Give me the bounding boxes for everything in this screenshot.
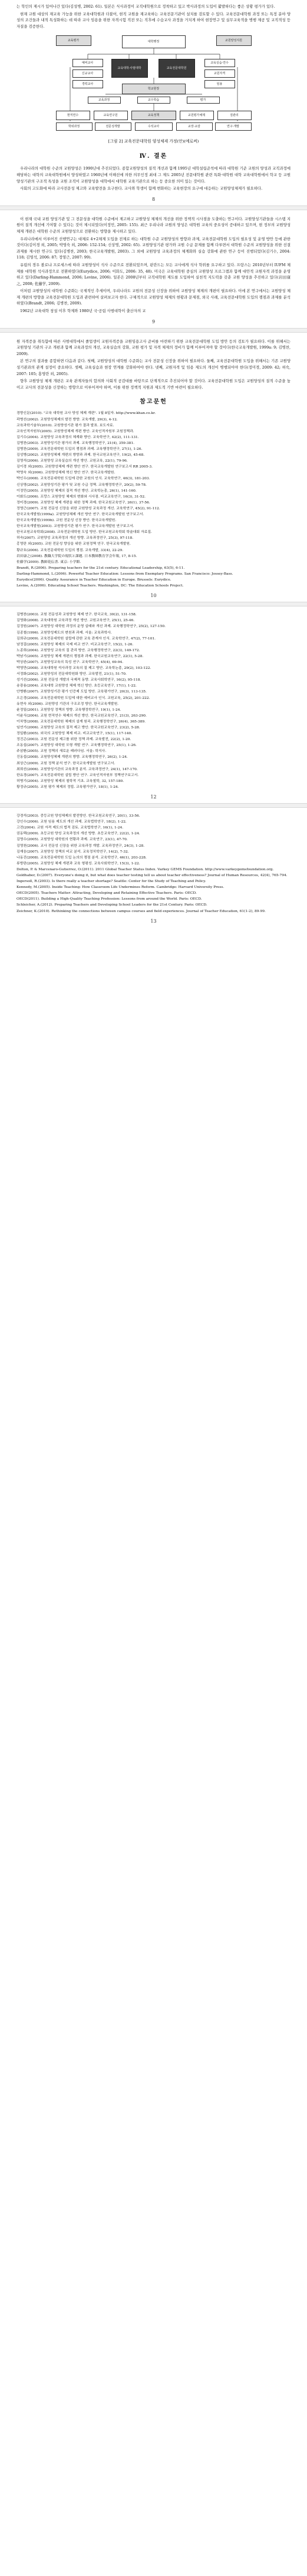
- reference-item: 강경석(2003). 중등교원 양성체제의 발전방안. 한국교원교육연구, 20(1), 33-56.: [16, 814, 140, 818]
- reference-item: OECD(2011). Building a High-Quality Teaching Profession: Lessons from around the World. Paris: OECD.: [16, 897, 202, 901]
- reference-item: 김병찬(2009). 교육전문대학원 도입의 쟁점과 과제. 교육행정학연구, 27(1), 1-26.: [16, 447, 143, 451]
- reference-item: 이차영(2008). 교육전문대학원 체제의 설계 원리. 교육행정학연구, 26(4), 365-389.: [16, 720, 146, 724]
- reference-item: Levine, A.(2006). Educating School Teachers. Washington, DC: The Education Schools Project.: [16, 584, 184, 588]
- reference-item: 김희규(2009). 교육전문대학원 설립에 관한 교육 관계자 인식. 교육학연구, 47(2), 77-101.: [16, 636, 156, 641]
- reference-item: 김영화(2008). 교육대학원 교육과정 개선 방안. 교원교육연구, 25(1), 25-46.: [16, 619, 135, 623]
- node-inservice: 현직연수: [56, 111, 90, 120]
- reference-item: 주삼환(2005). 교원 정책의 새로운 패러다임. 서울: 학지사.: [16, 750, 107, 754]
- page-number: 8: [151, 196, 156, 202]
- body-paragraph: 1962년 교육대학 창설 이후 학제와 1980년 국·공립 사범대학이 출산자의 교: [20, 309, 146, 314]
- reference-item: 조동섭(2007). 교원양성 대학원 모형 개발 연구. 교육행정학연구, 25(1), 1-26.: [16, 744, 137, 748]
- reference-item: Zeichner, K.(2010). Rethinking the connections between campus courses and field experiences. Journal of Teacher Education, 61(1-2), 89-99.: [16, 909, 266, 913]
- reference-item: 박인우(2008). 교육전문대학원 도입에 관한 교원의 인식. 교육학연구, 46(3), 181-203.: [16, 477, 150, 481]
- reference-item: 한국교육개발원(1999b). 교원 전문성 신장 방안. 한국교육개발원.: [16, 519, 117, 523]
- node-bot-4: 교장·교감: [176, 122, 213, 131]
- reference-item: 경향신문(2010). "교육 대학원 교사 양성 체제 개편". 1월 8일자. http://www.khan.co.kr.: [16, 412, 156, 416]
- reference-item: 허병기(2004). 교원양성 체제의 철학적 기초. 교육철학, 32, 157-180.: [16, 779, 124, 783]
- page-number: 13: [150, 918, 157, 924]
- reference-item: 김영석(2006). 교원양성 교육실습의 개선 방안. 교원교육, 22(1), 79-96.: [16, 459, 128, 463]
- page-separator: [0, 205, 307, 210]
- node-teachers-college: 교육대학·사범대학: [111, 59, 148, 78]
- page-separator: [0, 602, 307, 606]
- reference-item: Kennedy, M.(2005). Inside Teaching: How Classroom Life Undermines Reform. Cambridge: Harvard University Press.: [16, 886, 225, 890]
- page-8: [0, 0, 307, 205]
- reference-item: 정일환(2005). 외국의 교원양성 체제 비교. 비교교육연구, 15(1), 117-140.: [16, 732, 133, 736]
- reference-item: 허숙(2007). 교원양성 교육과정의 개선 방향. 교육과정연구, 25(3), 97-118.: [16, 536, 134, 541]
- node-bot-5: 연구·개발: [215, 122, 252, 131]
- node-mid-2: 교수학습: [137, 97, 170, 104]
- reference-item: 정미경(2009). 교원양성 체제 개편을 위한 정책 과제. 한국교원교육연구, 26(1), 37-56.: [16, 500, 150, 505]
- reference-item: 교육과학기술부(2010). 교원양성기관 평가 결과 발표. 보도자료.: [16, 423, 114, 427]
- reference-item: OECD(2005). Teachers Matter: Attracting, Developing and Retaining Effective Teachers. Paris: OECD.: [16, 891, 197, 896]
- body-paragraph: 우리나라에서 이루어진 선행연구는 대체로 4+2체제 도입을 전제로 하는 대학원 수준 교원양성의 방향과 과제, 교육전문대학원 도입의 필요성 및 운영 방안 등에 관한 것이다(김이경 외, 2005; 박영숙 외, 2006: 152-154; 신상명, 2002: 65). 교원양성기관 평가와 교원 수급 문제를 함께 다루면서 대학원 수준의 교원양성을 위한 선결과제를 제시한 연구도 있다(김병찬, 2003; 한국교육개발원, 2003). 그 외에 교원양성 교육과정의 체계화와 실습 강화에 관한 연구 등이 진행되었다(김기수, 2004: 118; 김영석, 2006: 87; 정영근, 2007: 99).: [16, 236, 291, 260]
- reference-item: 김종철(1996). 교원양성제도의 변천과 과제. 서울: 교육과학사.: [16, 631, 112, 635]
- reference-item: Schleicher, A.(2012). Preparing Teachers and Developing School Leaders for the 21st Century. Paris: OECD.: [16, 903, 207, 907]
- reference-item: 서정화(2002). 교원양성의 전문대학원화 방안. 교육발전, 21(1), 51-70.: [16, 672, 127, 677]
- node-bot-2: 전문성개발: [95, 122, 131, 131]
- reference-item: 박영숙 외(2006). 교원양성체제 혁신 방안 연구. 한국교육개발원.: [16, 471, 115, 475]
- reference-item: Dolton, P. & Marcenaro-Gutierrez, O.(2011). 2011 Global Teacher Status Index. Varkey GEMS Foundation. http://www.varkeygemsfoundation.org.: [16, 867, 274, 871]
- page-9: [0, 210, 307, 328]
- node-mid-1: 교육과정: [88, 97, 121, 104]
- page-13: [0, 808, 307, 927]
- reference-item: 나동진(2008). 교육전문대학원 도입 논의의 쟁점 분석. 교육학연구, 46(1), 203-228.: [16, 856, 147, 860]
- node-hire: 임용: [204, 80, 235, 88]
- reference-item: 한국교원교육학회(2008). 교육전문대학원 도입 방안. 한국교원교육학회 학술대회 자료집.: [16, 531, 152, 535]
- reference-item: Ingersoll, R.(2003). Is there really a teacher shortage? Seattle: Center for the Study of Teaching and Policy.: [16, 880, 206, 884]
- reference-item: 이화도(2006). 프랑스 교원양성 체제의 변화와 시사점. 비교교육연구, 16(3), 31-52.: [16, 495, 146, 499]
- reference-item: 한국교육개발원(1999a). 교원양성체제 개선 방안 연구. 한국교육개발원 연구보고서.: [16, 513, 144, 516]
- node-research: 교육연구원: [94, 111, 128, 120]
- node-policy: 교육정책: [131, 111, 176, 120]
- body-paragraph: 향후 교원양성 체제 개편은 교육 관계자들의 합의와 사회적 공감대를 바탕으로 단계적으로 추진되어야 할 것이다. 교육전문대학원 도입은 교원양성의 질적 수준을 높이고 교사의 전문성을 신장하는 방향으로 이루어져야 하며, 이를 위한 정책적 지원과 제도적 기반 마련이 필요하다.: [16, 379, 291, 390]
- reference-item: 김기수(2004). 교원양성 교육과정의 체계화 방안. 교육학연구, 42(2), 111-131.: [16, 435, 139, 439]
- reference-item: 김영천(2006). 교사 전문성 신장을 위한 교육과정 개발. 교육과정연구, 24(3), 1-28.: [16, 844, 145, 848]
- reference-item: Goldhaber, D.(2007). Everyone's doing it, but what does teacher testing tell us about teacher effectiveness? Journal of Human Resources, 42(4), 765-794.: [16, 873, 288, 877]
- node-support: 교원양성지원: [216, 35, 252, 46]
- reference-list: [16, 411, 291, 589]
- reference-item: 김재웅(2007). 교원양성 정책의 비교 분석. 교육정치학연구, 14(2), 7-32.: [16, 850, 129, 854]
- node-univ-eval: 교육평가: [56, 35, 91, 46]
- reference-item: 한국교육개발원(2003). 교원양성기관 평가 연구. 한국교육개발원 연구보고서.: [16, 525, 134, 529]
- body-paragraph: 이처럼 교원양성의 대학원 수준화는 국제적인 추세이며, 우리나라도 교원의 전문성 신장을 위하여 교원양성 체제의 개편이 필요하다. 이에 본 연구에서는 교원양성 체제 개편의 방향을 교육전문대학원 도입과 관련하여 살펴보고자 한다. 구체적으로 교원양성 체제의 현황과 문제점, 외국 사례, 교육전문대학원 도입의 쟁점과 과제를 분석하였다(Brandt, 2006; 김병찬, 2009).: [16, 289, 291, 306]
- node-quality: 질관리: [217, 111, 252, 120]
- reference-item: 신상명(2002). 교원양성기관 평가 및 교원 수급 정책. 교육행정학연구, 20(2), 59-78.: [16, 483, 147, 487]
- reference-item: 최상근(2009). 교원 정책 분석 연구. 한국교육개발원 연구보고서.: [16, 761, 115, 765]
- reference-item: 류방란(2005). 교원양성 체제 개편과 교육 형평성. 교육사회학연구, 15(3), 1-22.: [16, 861, 140, 866]
- node-grad-school: 교육전문대학원: [159, 59, 195, 78]
- reference-item: 김이경 외(2005). 교원양성체제 개편 방안 연구. 한국교육개발원 연구보고서 RR 2005-3.: [16, 465, 153, 469]
- reference-item: 고전(2004). 교원 자격 제도의 법적 검토. 교육법학연구, 16(1), 1-24.: [16, 826, 124, 830]
- reference-item: 김성병(2002). 교원양성체제 개편의 방향과 과제. 한국교원교육연구, 19(2), 45-68.: [16, 453, 145, 457]
- page-number: 9: [151, 319, 156, 324]
- figure-diagram: [52, 33, 255, 134]
- reference-item: Darling-Hammond, L.(2006). Powerful Teacher Education: Lessons from Exemplary Programs. San Francisco: Jossey-Bass.: [16, 572, 233, 576]
- reference-item: 임연기(2006). 교원양성 교육의 질적 제고 방안. 한국교원교육연구, 23(2), 5-28.: [16, 726, 140, 730]
- reference-item: 안병환(2007). 교원양성기관 평가 인증제 도입 방안. 교육평가연구, 20(3), 113-135.: [16, 690, 147, 694]
- reference-item: 박상완(2007). 교원양성교육의 특성 연구. 교육학연구, 45(4), 69-94.: [16, 660, 124, 664]
- reference-item: 佐藤学(2009). 教師花伝書. 東京: 小学館.: [16, 560, 81, 564]
- reference-item: 강인수(2006). 교원 임용 제도의 개선 과제. 교육법학연구, 18(2), 1-22.: [16, 820, 127, 824]
- reference-item: 김병찬(2003). 교원양성기관 평가의 과제. 교육행정학연구, 21(4), 359-381.: [16, 441, 134, 445]
- references-heading: 참고문헌: [140, 399, 167, 406]
- reference-item: 송광용(2004). 교육대학 교원양성 체제 혁신 방안. 초등교육연구, 17(1), 1-22.: [16, 684, 137, 688]
- node-left-3: 경력교사: [72, 80, 103, 88]
- reference-item: Eurydice(2006). Quality Assurance in Teacher Education in Europe. Brussels: Eurydice.: [16, 578, 171, 582]
- body-paragraph: 는 학인의 제시가 있어나간 있다(김성병, 2002: 61). 일본은 식사과정이 교직대학원으로 정착하고 있고 박사과정의 도입이 활발하다는 좋은 상황 평가가 있다.: [16, 4, 275, 9]
- reference-item: 황규호(2006). 교육전문대학원 도입의 쟁점. 교육개발, 33(4), 22-29.: [16, 548, 124, 552]
- reference-item: 유현숙 외(2006). 교원양성 기관의 구조조정 방안. 한국교육개발원.: [16, 702, 119, 706]
- page-separator: [0, 803, 307, 808]
- reference-item: 곽병선(2002). 교원양성체제의 발전 방향. 교육개발, 29(3), 4-12.: [16, 417, 118, 422]
- reference-item: 정영근(2007). 교원 전문성 신장을 위한 교원양성 교육과정 개선. 교육학연구, 45(2), 91-112.: [16, 506, 160, 510]
- reference-item: 岩田康之(2008). 教職大学院の現状と課題. 日本教師教育学会年報, 17, 8-15.: [16, 554, 137, 558]
- node-bot-3: 수석교사: [135, 122, 173, 131]
- reference-item: 이정민(2005). 교원양성 체제의 질적 개선 방안. 교육학논총, 26(1), 141-160.: [16, 489, 137, 493]
- node-left-1: 예비교사: [72, 59, 103, 67]
- reference-item: 박남기(2005). 교원양성 체제 개편의 쟁점과 과제. 한국교원교육연구, 22(1), 5-28.: [16, 654, 144, 658]
- reference-item: 김정원(2007). 교원양성 대학원 과정의 운영 실태와 개선 과제. 교육행정학연구, 25(2), 127-150.: [16, 625, 166, 629]
- body-paragraph: 사회의 고도화에 따라 교사전문성 제고와 교육발전을 요구한다. 교사와 학생이 함께 변화하는 교육현장의 요구에 대응하는 교원양성체제가 필요하다.: [20, 186, 263, 191]
- node-univ-admin: 대학행정: [122, 35, 186, 48]
- reference-item: 한유경(2007). 교육전문대학원 설립 방안 연구. 교육인적자원부 정책연구보고서.: [16, 773, 139, 777]
- body-paragraph: 유럽의 경우 볼로냐 프로세스에 따라 교원양성이 석사 수준으로 전환되었으며, 핀란드는 모든 교사에게 석사 학위를 요구하고 있다. 프랑스는 2010년부터 IUFM 체제를 대학원 석사과정으로 전환하였다(Eurydice, 2006; 이화도, 2006: 35, 48). 미국은 교육대학원 중심의 교원양성 프로그램과 함께 대안적 교원자격 과정을 운영하고 있다(Darling-Hammond, 2006; Levine, 2006). 일본은 2008년부터 교직대학원 제도를 도입하여 실천적 지도력을 갖춘 교원 양성을 추진하고 있다(岩田康之, 2008; 佐藤学, 2009).: [16, 262, 291, 286]
- reference-item: 성기선(2006). 교원 전문성 개발의 국제적 동향. 교육사회학연구, 16(2), 95-118.: [16, 678, 141, 682]
- node-mid-3: 평가: [187, 97, 220, 104]
- page-number: 10: [150, 593, 157, 599]
- node-training: 교육실습·연수: [204, 59, 235, 67]
- section-heading: Ⅳ. 결론: [139, 153, 168, 160]
- reference-item: 권동택(2009). 초등교원 양성 교육과정의 개선 방향. 초등교육연구, 22(2), 1-24.: [16, 832, 140, 836]
- reference-item: 남정걸(2005). 교원양성 체제의 국제 비교 연구. 비교교육연구, 15(2), 1-26.: [16, 642, 134, 647]
- reference-item: 오은경(2009). 교육전문대학원 도입에 대한 예비교사 인식. 교원교육, 25(2), 201-222.: [16, 696, 150, 700]
- page-number: 12: [150, 794, 157, 800]
- reference-item: 정진곤(2003). 교원 전문성 제고를 위한 정책 과제. 교육발전, 22(2), 1-20.: [16, 738, 131, 742]
- reference-item: 진동섭(2008). 교원양성체제 개편의 방향. 교육행정학연구, 26(2), 1-24.: [16, 755, 128, 760]
- reference-item: 윤정일(2001). 교원양성 정책의 방향. 교육행정학연구, 19(1), 1-24.: [16, 708, 121, 712]
- reference-item: 황정규(2005). 교원 평가 체제의 정립. 교육평가연구, 18(1), 1-24.: [16, 785, 119, 789]
- body-paragraph: 원 자격증을 취득함에 따른 사범대학에서 졸업생이 교원자격증을 교원임용고사 준비를 마련하기 위한 교육전문대학원 도입 방안 등의 검토가 필요하다. 이를 위해서는 교원양성 기관의 구조 개편과 함께 교육과정의 개선, 교육실습의 강화, 교원 평가 및 자격 체제의 정비가 함께 이루어져야 할 것이다(한국교육개발원, 1999a: 9; 김병찬, 2009).: [16, 339, 291, 356]
- body-paragraph: 우리나라의 대학원 수준의 교원양성은 1990년대 추진되었다. 종합교원양성의 질적 개선과 함께 1995년 대학설립준칙에 따라 대학원 기준 교원의 양성과 교직과정에 해당하는 대학의 교육대학원에서 양성하였고 1960년에 이해선에 의한 의무인정 최대 그 제도 2005년 전문대학원 관련 특화·대학원 대학 교육대학원에서 학교 등 교원 양성기관의 구조적 특성을 교원 조직이 교원양성을 대학에서 대학원 교육기관으로 하는 등 중요한 의미 있는 것이다.: [16, 166, 291, 184]
- node-school: 학교현장: [122, 84, 186, 94]
- reference-list: [16, 612, 291, 790]
- body-paragraph: 본 연구의 결과를 종합하면 다음과 같다. 첫째, 교원양성의 대학원 수준화는 교사 전문성 신장을 위하여 필요하다. 둘째, 교육전문대학원 도입을 위해서는 기존 교원양성기관과의 관계 설정이 중요하다. 셋째, 교육실습과 현장 연계를 강화하여야 한다. 넷째, 교원자격 및 임용 제도의 개선이 병행되어야 한다(정미경, 2009: 42; 허숙, 2007: 105; 홍영란 외, 2005).: [16, 359, 291, 376]
- figure-caption: [그림 2] 교육전문대학원 양성체제 가정(안)(예로써): [108, 139, 199, 144]
- reference-list: [16, 814, 291, 914]
- reference-item: 노종희(2004). 교원양성 교육의 질 관리 방안. 교육행정학연구, 22(3), 149-172.: [16, 648, 140, 652]
- body-paragraph: 현재 교원 대상의 재교육 가능을 위한 교육대학원과 더불어, 현직 교원을 재교육하는 교육전문기관이 설치를 검토할 수 있다. 교육전문대학원 과정 또는 특정 분야 양성의 조건들과 내적 특성화하는 데 따라 교사 임용을 위한 자격시험 직전 또는 직후에 수습교사 과정을 거치게 하여 현장연구 및 실무교육적을 병행 제공 및 교직적성 등 자질을 검증한다.: [16, 11, 291, 29]
- reference-item: 최희선(2006). 교원양성기관의 교육과정 분석. 교육과정연구, 24(1), 147-170.: [16, 767, 138, 771]
- page-11: [0, 606, 307, 803]
- reference-item: 홍영란 외(2005). 교원 전문성 향상을 위한 교원정책 연구. 한국교육개발원.: [16, 542, 131, 546]
- node-left-2: 신규교사: [72, 69, 103, 78]
- body-paragraph: 이 현재 국내 교원 양성기관 및 그 전문성을 대학원 수준에서 제고하고 교원양성 체제의 개선을 위한 정책적 시사점을 도출하는 연구이다. 교원양성기관들을 시스템 지원이 질적 개선에 기여할 수 있다는 것이 제시되었다(이정민, 2005: 155). 최근 우리나라 교원의 양성은 대학원 교육의 중요성이 증대하고 있으며, 현 정부의 교원양성 체제 개편은 대학원 수준의 교원양성으로 전환하는 방향을 제시하고 있다.: [16, 216, 291, 234]
- reference-item: 이윤식(2004). 교원 현직연수 체제의 개선 방안. 한국교원교육연구, 21(3), 263-290.: [16, 714, 147, 718]
- node-bot-1: 학위과정: [56, 122, 93, 131]
- reference-item: 박영만(2008). 교육대학원 석사과정 교육의 질 제고 방안. 교육학논총, 29(2), 103-122.: [16, 667, 151, 671]
- reference-item: 교육인적자원부(2005). 교원양성체제 개편 방안. 교육인적자원부 교원정책과.: [16, 429, 134, 433]
- page-10: [0, 333, 307, 602]
- reference-item: 김병찬(2003). 교원 전문성과 교원양성 체제 연구. 한국교육, 30(2), 131-158.: [16, 613, 137, 617]
- reference-item: 김명수(2005). 교원양성 대학원의 현황과 과제. 교육연구, 23(1), 47-70.: [16, 838, 128, 842]
- reference-item: Brandt, R.(2006). Preparing teachers for the 21st century. Educational Leadership, 63(5), 6-11.: [16, 566, 185, 570]
- node-eval-sys: 교원평가체제: [180, 111, 214, 120]
- page-separator: [0, 328, 307, 333]
- node-cert: 교원자격: [204, 69, 235, 78]
